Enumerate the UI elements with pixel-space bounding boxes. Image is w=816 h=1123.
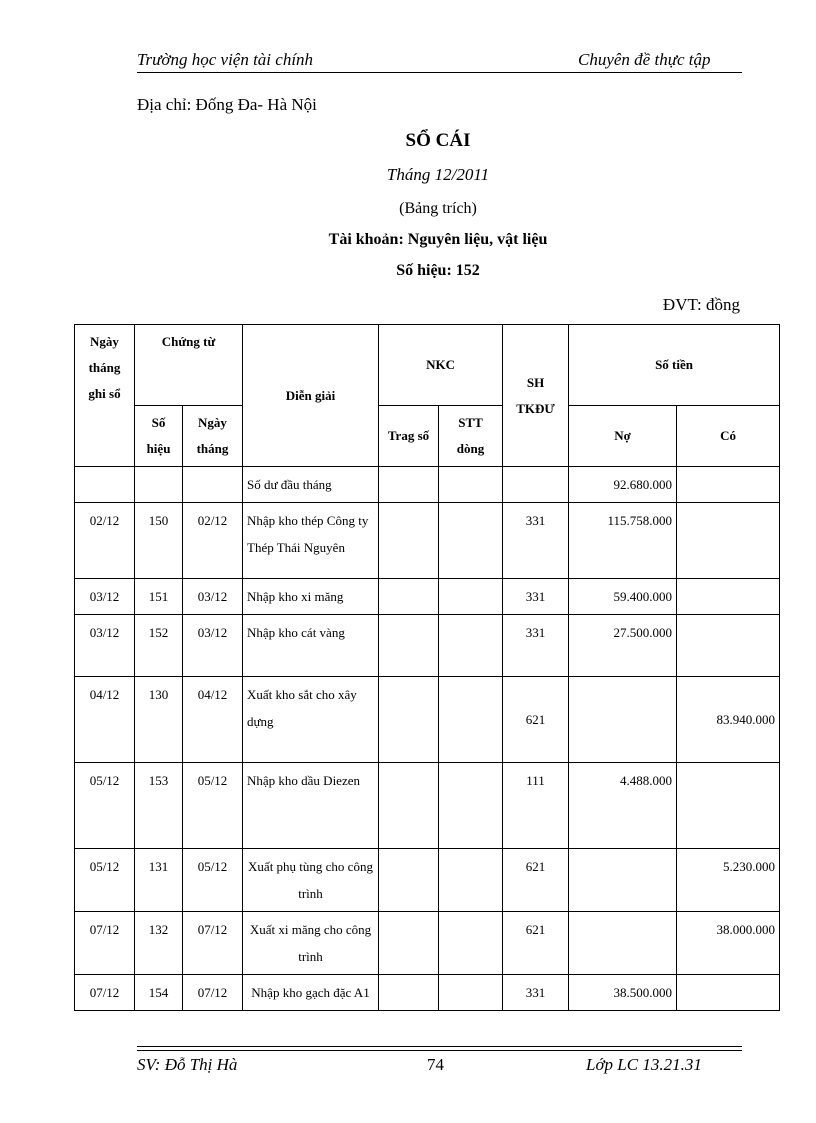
cell-empty [503, 467, 569, 503]
row-voucher-no: 154 [135, 975, 183, 1011]
row-counter-account: 111 [503, 763, 569, 849]
cell-empty [183, 467, 243, 503]
row-voucher-no: 153 [135, 763, 183, 849]
row-date: 02/12 [75, 503, 135, 579]
row-credit [677, 763, 780, 849]
row-voucher-date: 07/12 [183, 912, 243, 975]
row-date: 07/12 [75, 975, 135, 1011]
row-credit [677, 975, 780, 1011]
cell-empty [379, 975, 439, 1011]
row-debit [569, 677, 677, 763]
col-line: STT dòng [439, 406, 503, 467]
row-date: 04/12 [75, 677, 135, 763]
row-voucher-date: 03/12 [183, 615, 243, 677]
row-voucher-no: 150 [135, 503, 183, 579]
page-number: 74 [427, 1055, 444, 1074]
row-date: 03/12 [75, 579, 135, 615]
row-credit [677, 579, 780, 615]
account-number: Số hiệu: 152 [396, 262, 480, 279]
row-description: Nhập kho gạch đặc A1 [243, 975, 379, 1011]
cell-empty [439, 677, 503, 763]
footer-student: SV: Đỗ Thị Hà [137, 1055, 238, 1074]
row-date: 03/12 [75, 615, 135, 677]
row-counter-account: 331 [503, 503, 569, 579]
col-counter-account: SH TKĐƯ [503, 325, 569, 467]
opening-debit: 92.680.000 [569, 467, 677, 503]
table-row [75, 849, 780, 912]
row-credit: 83.940.000 [677, 677, 780, 763]
row-credit: 38.000.000 [677, 912, 780, 975]
opening-balance-row [75, 467, 780, 503]
col-amount: Số tiền [569, 325, 780, 406]
account-name: Tài khoản: Nguyên liệu, vật liệu [328, 231, 548, 248]
row-description: Xuất phụ tùng cho công trình [243, 849, 379, 912]
table-row [75, 579, 780, 615]
col-date-posted: Ngày tháng ghi sổ [75, 325, 135, 467]
cell-empty [379, 763, 439, 849]
row-counter-account: 621 [503, 677, 569, 763]
row-description: Nhập kho cát vàng [243, 615, 379, 677]
cell-empty [439, 975, 503, 1011]
col-description: Diễn giải [243, 325, 379, 467]
row-debit [569, 912, 677, 975]
row-counter-account: 331 [503, 615, 569, 677]
row-date: 05/12 [75, 763, 135, 849]
cell-empty [135, 467, 183, 503]
cell-empty [439, 615, 503, 677]
cell-empty [379, 615, 439, 677]
row-credit [677, 503, 780, 579]
row-credit [677, 615, 780, 677]
row-voucher-date: 05/12 [183, 849, 243, 912]
cell-empty [439, 579, 503, 615]
table-row [75, 615, 780, 677]
row-voucher-no: 151 [135, 579, 183, 615]
cell-empty [379, 579, 439, 615]
row-voucher-date: 04/12 [183, 677, 243, 763]
row-voucher-no: 152 [135, 615, 183, 677]
row-description: Xuất kho sắt cho xây dựng [243, 677, 379, 763]
currency-unit: ĐVT: đồng [662, 295, 740, 314]
row-counter-account: 621 [503, 849, 569, 912]
table-row [75, 677, 780, 763]
page-title: SỔ CÁI [405, 130, 471, 151]
cell-empty [379, 467, 439, 503]
cell-empty [439, 467, 503, 503]
col-voucher: Chứng từ [135, 325, 243, 406]
cell-empty [379, 849, 439, 912]
col-debit: Nợ [569, 406, 677, 467]
row-date: 07/12 [75, 912, 135, 975]
cell-empty [439, 912, 503, 975]
row-voucher-date: 02/12 [183, 503, 243, 579]
row-voucher-date: 03/12 [183, 579, 243, 615]
cell-empty [75, 467, 135, 503]
row-voucher-date: 07/12 [183, 975, 243, 1011]
row-debit: 59.400.000 [569, 579, 677, 615]
col-voucher-no: Số hiệu [135, 406, 183, 467]
row-voucher-date: 05/12 [183, 763, 243, 849]
row-debit [569, 849, 677, 912]
row-debit: 115.758.000 [569, 503, 677, 579]
row-voucher-no: 131 [135, 849, 183, 912]
table-row [75, 763, 780, 849]
address: Địa chỉ: Đống Đa- Hà Nội [137, 95, 317, 114]
row-description: Nhập kho dầu Diezen [243, 763, 379, 849]
col-voucher-date: Ngày tháng [183, 406, 243, 467]
header-row-top [75, 325, 780, 406]
footer-class: Lớp LC 13.21.31 [586, 1055, 702, 1074]
row-voucher-no: 132 [135, 912, 183, 975]
header-school: Trường học viện tài chính [137, 50, 314, 69]
cell-empty [379, 503, 439, 579]
row-description: Xuất xi măng cho công trình [243, 912, 379, 975]
table-row [75, 975, 780, 1011]
col-page: Trag số [379, 406, 439, 467]
row-debit: 4.488.000 [569, 763, 677, 849]
row-debit: 27.500.000 [569, 615, 677, 677]
cell-empty [379, 912, 439, 975]
header-topic: Chuyên đề thực tập [578, 50, 711, 69]
header-divider [137, 72, 742, 73]
row-description: Nhập kho thép Công ty Thép Thái Nguyên [243, 503, 379, 579]
table-row [75, 503, 780, 579]
cell-empty [439, 849, 503, 912]
cell-empty [379, 677, 439, 763]
row-counter-account: 331 [503, 579, 569, 615]
row-description: Nhập kho xi măng [243, 579, 379, 615]
row-counter-account: 621 [503, 912, 569, 975]
table-row [75, 912, 780, 975]
cell-empty [439, 503, 503, 579]
cell-empty [677, 467, 780, 503]
row-debit: 38.500.000 [569, 975, 677, 1011]
col-credit: Có [677, 406, 780, 467]
extract-label: (Bảng trích) [399, 200, 477, 217]
row-voucher-no: 130 [135, 677, 183, 763]
opening-description: Số dư đầu tháng [243, 467, 379, 503]
row-date: 05/12 [75, 849, 135, 912]
month-label: Tháng 12/2011 [386, 165, 490, 184]
col-nkc: NKC [379, 325, 503, 406]
header-row-bottom [75, 406, 780, 467]
row-credit: 5.230.000 [677, 849, 780, 912]
footer-divider [137, 1046, 742, 1054]
row-counter-account: 331 [503, 975, 569, 1011]
cell-empty [439, 763, 503, 849]
ledger-table [74, 324, 780, 1011]
